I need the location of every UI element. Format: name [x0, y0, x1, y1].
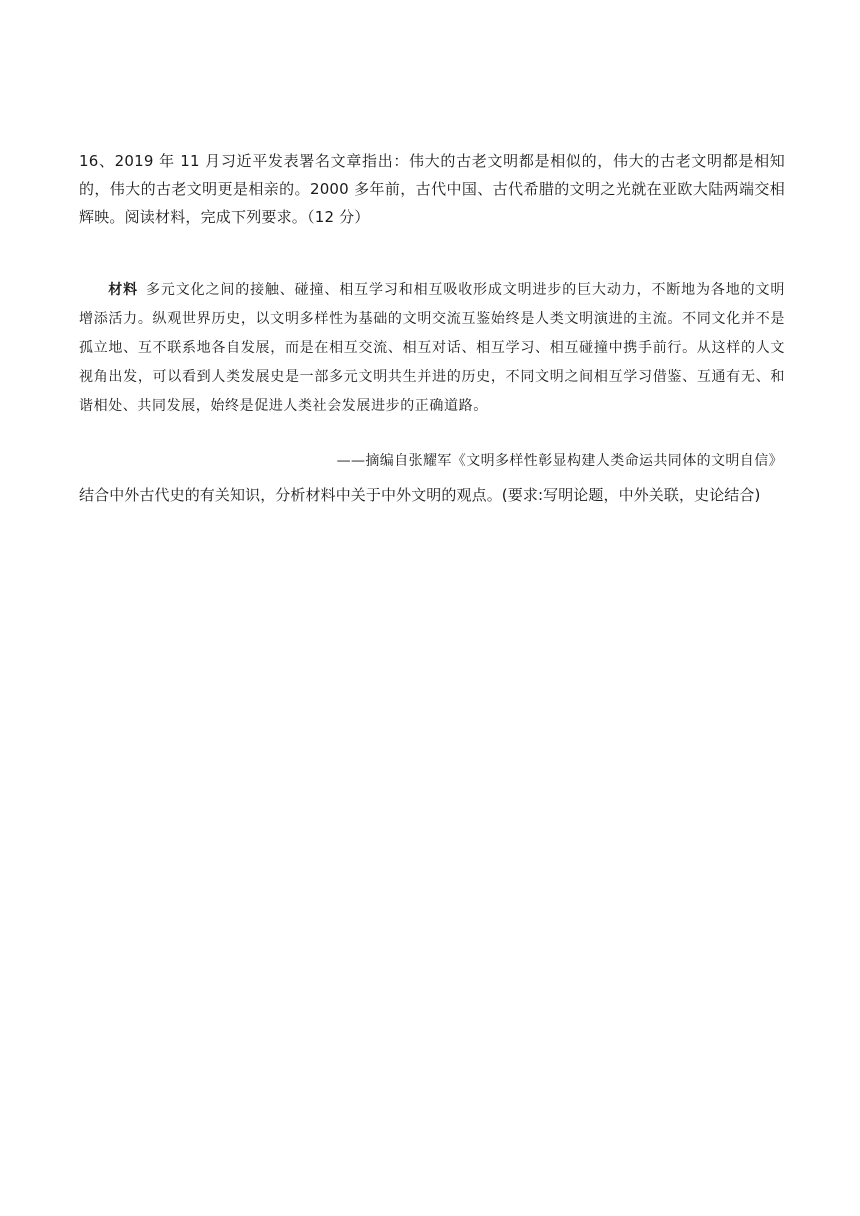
task-prompt: 结合中外古代史的有关知识，分析材料中关于中外文明的观点。(要求:写明论题，中外关联，史论结合)	[79, 486, 761, 504]
material-label: 材料	[108, 282, 138, 298]
material-text: 多元文化之间的接触、碰撞、相互学习和相互吸收形成文明进步的巨大动力，不断地为各地的文明增添活力。纵观世界历史，以文明多样性为基础的文明交流互鉴始终是人类文明演进的主流。不同文化并不是孤立地、互不联系地各自发展，而是在相互交流、相互对话、相互学习、相互碰撞中携手前行。从这样的人文视角出发，可以看到人类发展史是一部多元文明共生并进的历史，不同文明之间相互学习借鉴、互通有无、和谐相处、共同发展，始终是促进人类社会发展进步的正确道路。	[79, 282, 785, 414]
material-source: ——摘编自张耀军《文明多样性彰显构建人类命运共同体的文明自信》	[336, 453, 783, 469]
material-passage	[79, 276, 785, 421]
question-text: 16、2019 年 11 月习近平发表署名文章指出：伟大的古老文明都是相似的，伟大的古老文明都是相知的，伟大的古老文明更是相亲的。2000 多年前，古代中国、古代希腊的文明之光就在亚欧大陆两端交相辉映。阅读材料，完成下列要求。（12 分）	[79, 152, 785, 226]
question-stem	[79, 147, 785, 231]
